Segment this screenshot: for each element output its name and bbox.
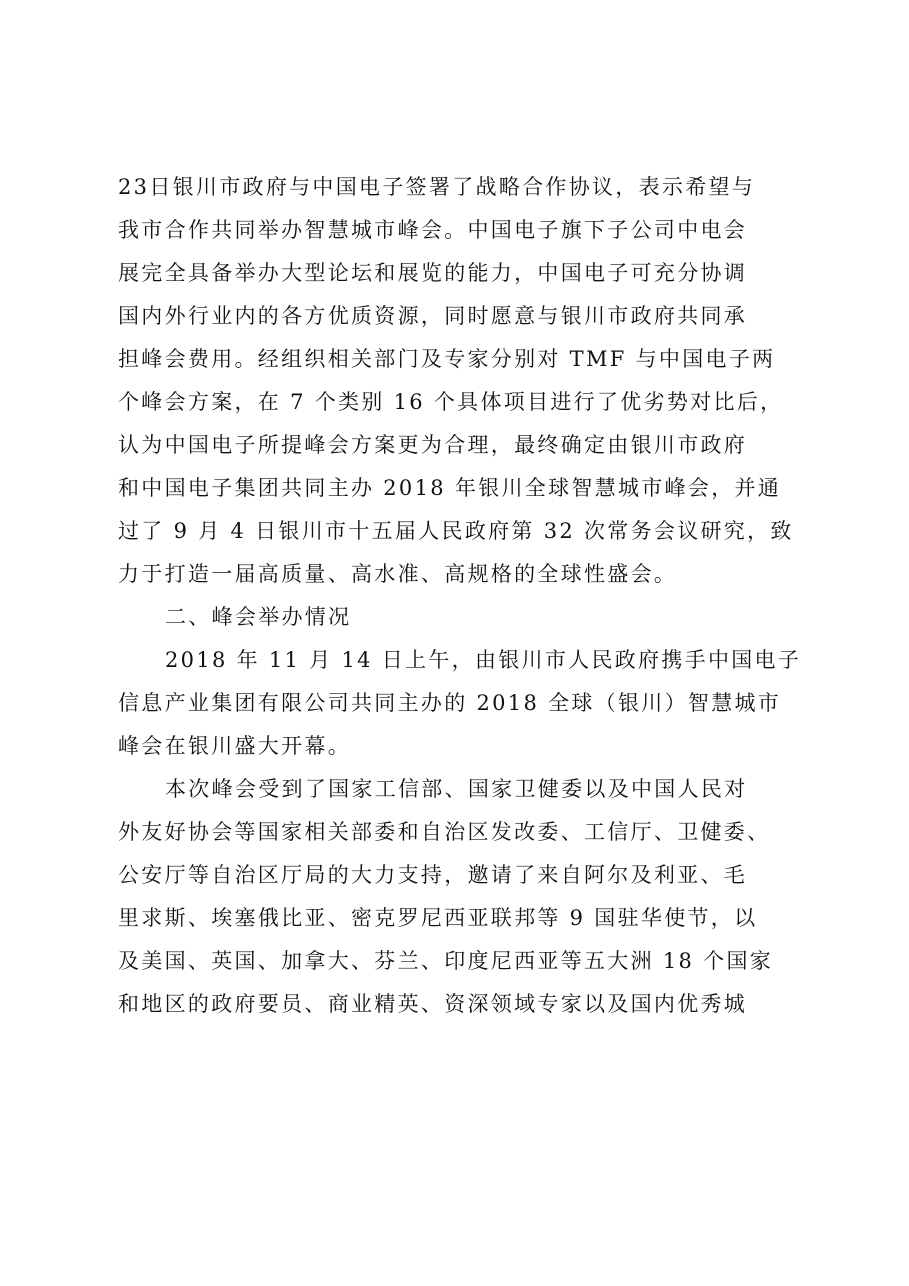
text-line: 国内外行业内的各方优质资源，同时愿意与银川市政府共同承 bbox=[118, 304, 748, 328]
text-line: 23日银川市政府与中国电子签署了战略合作协议，表示希望与 bbox=[118, 175, 756, 199]
text-line: 峰会在银川盛大开幕。 bbox=[118, 734, 351, 758]
text-line: 担峰会费用。经组织相关部门及专家分别对 TMF 与中国电子两 bbox=[118, 347, 776, 371]
text-line: 本次峰会受到了国家工信部、国家卫健委以及中国人民对 bbox=[165, 777, 748, 801]
text-line: 认为中国电子所提峰会方案更为合理，最终确定由银川市政府 bbox=[118, 433, 748, 457]
text-line: 展完全具备举办大型论坛和展览的能力，中国电子可充分协调 bbox=[118, 261, 748, 285]
text-line: 公安厅等自治区厅局的大力支持，邀请了来自阿尔及利亚、毛 bbox=[118, 863, 748, 887]
text-line: 力于打造一届高质量、高水准、高规格的全球性盛会。 bbox=[118, 562, 678, 586]
text-line: 里求斯、埃塞俄比亚、密克罗尼西亚联邦等 9 国驻华使节，以 bbox=[118, 906, 758, 930]
text-line: 过了 9 月 4 日银川市十五届人民政府第 32 次常务会议研究，致 bbox=[118, 519, 794, 543]
text-line: 信息产业集团有限公司共同主办的 2018 全球（银川）智慧城市 bbox=[118, 691, 782, 715]
section-heading: 二、峰会举办情况 bbox=[165, 605, 352, 629]
text-line: 个峰会方案，在 7 个类别 16 个具体项目进行了优劣势对比后， bbox=[118, 390, 784, 414]
text-line: 我市合作共同举办智慧城市峰会。中国电子旗下子公司中电会 bbox=[118, 218, 748, 242]
text-line: 和中国电子集团共同主办 2018 年银川全球智慧城市峰会，并通 bbox=[118, 476, 782, 500]
text-line: 及美国、英国、加拿大、芬兰、印度尼西亚等五大洲 18 个国家 bbox=[118, 949, 774, 973]
text-line: 2018 年 11 月 14 日上午，由银川市人民政府携手中国电子 bbox=[165, 648, 802, 672]
text-line: 和地区的政府要员、商业精英、资深领域专家以及国内优秀城 bbox=[118, 992, 748, 1016]
text-line: 外友好协会等国家相关部委和自治区发改委、工信厅、卫健委、 bbox=[118, 820, 771, 844]
